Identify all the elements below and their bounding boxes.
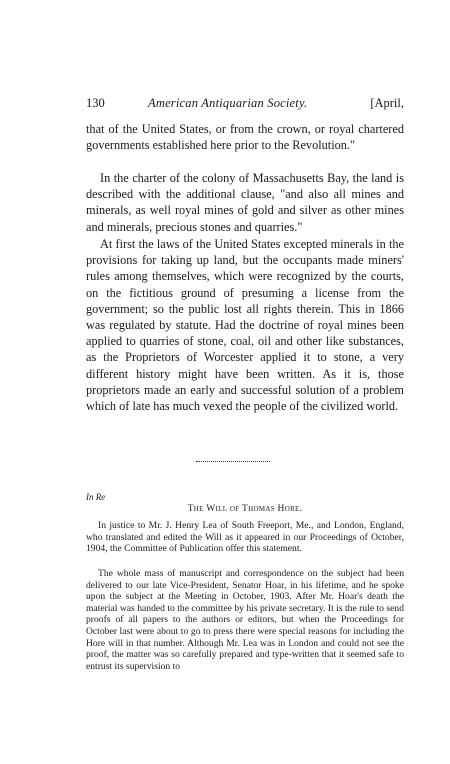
running-month: [April, — [370, 96, 404, 110]
page-number: 130 — [86, 96, 105, 110]
side-label: In Re — [86, 492, 106, 502]
running-title: American Antiquarian Society. — [148, 96, 308, 110]
running-header — [86, 96, 404, 112]
section-divider — [196, 461, 270, 462]
paragraph-charter — [86, 170, 404, 235]
note-paragraph-text: In justice to Mr. J. Henry Lea of South Freeport, Me., and London, England, who translated and edited the Will as it appeared in our Proceedings of October, 1904, the Committee of Publication offer this statement. — [86, 520, 404, 555]
paragraph-text: that of the United States, or from the crown, or royal chartered governments established here prior to the Revolution." — [86, 122, 404, 153]
paragraph-text: In the charter of the colony of Massachusetts Bay, the land is described with the additional clause, "and also all mines and minerals, as well royal mines of gold and silver as other mines and minerals, precious stones and quarries." — [86, 171, 404, 234]
paragraph-continuation — [86, 121, 404, 153]
note-paragraph-text: The whole mass of manuscript and correspondence on the subject had been delivered to our late Vice-President, Senator Hoar, in his lifetime, and he spoke upon the subject at the Meeting in October, 1903. After Mr. Hoar's death the material was handed to the committee by his private secretary. It is the rule to send proofs of all papers to the authors or editors, but when the Proceedings for October last were about to go to press there were special reasons for including the Hore will in that number. Although Mr. Lea was in London and could not see the proof, the matter was so carefully prepared and type-written that it seemed safe to entrust its supervision to — [86, 568, 404, 672]
paragraph-text: At first the laws of the United States excepted minerals in the provisions for taking up land, but the occupants made miners' rules among themselves, which were recognized by the courts, on the fictitious ground of presuming a license from the government; so the public lost all rights therein. This in 1866 was regulated by statute. Had the doctrine of royal mines been applied to quarries of stone, coal, oil and other like substances, as the Proprietors of Worcester applied it to stone, a very different history might have been written. As it is, those proprietors made an early and successful solution of a problem which of late has much vexed the people of the civilized world. — [86, 237, 404, 414]
note-title: The Will of Thomas Hore. — [187, 504, 303, 514]
note-paragraph-manuscript — [86, 568, 404, 672]
paragraph-mining-laws — [86, 236, 404, 414]
note-paragraph-justice — [86, 520, 404, 555]
